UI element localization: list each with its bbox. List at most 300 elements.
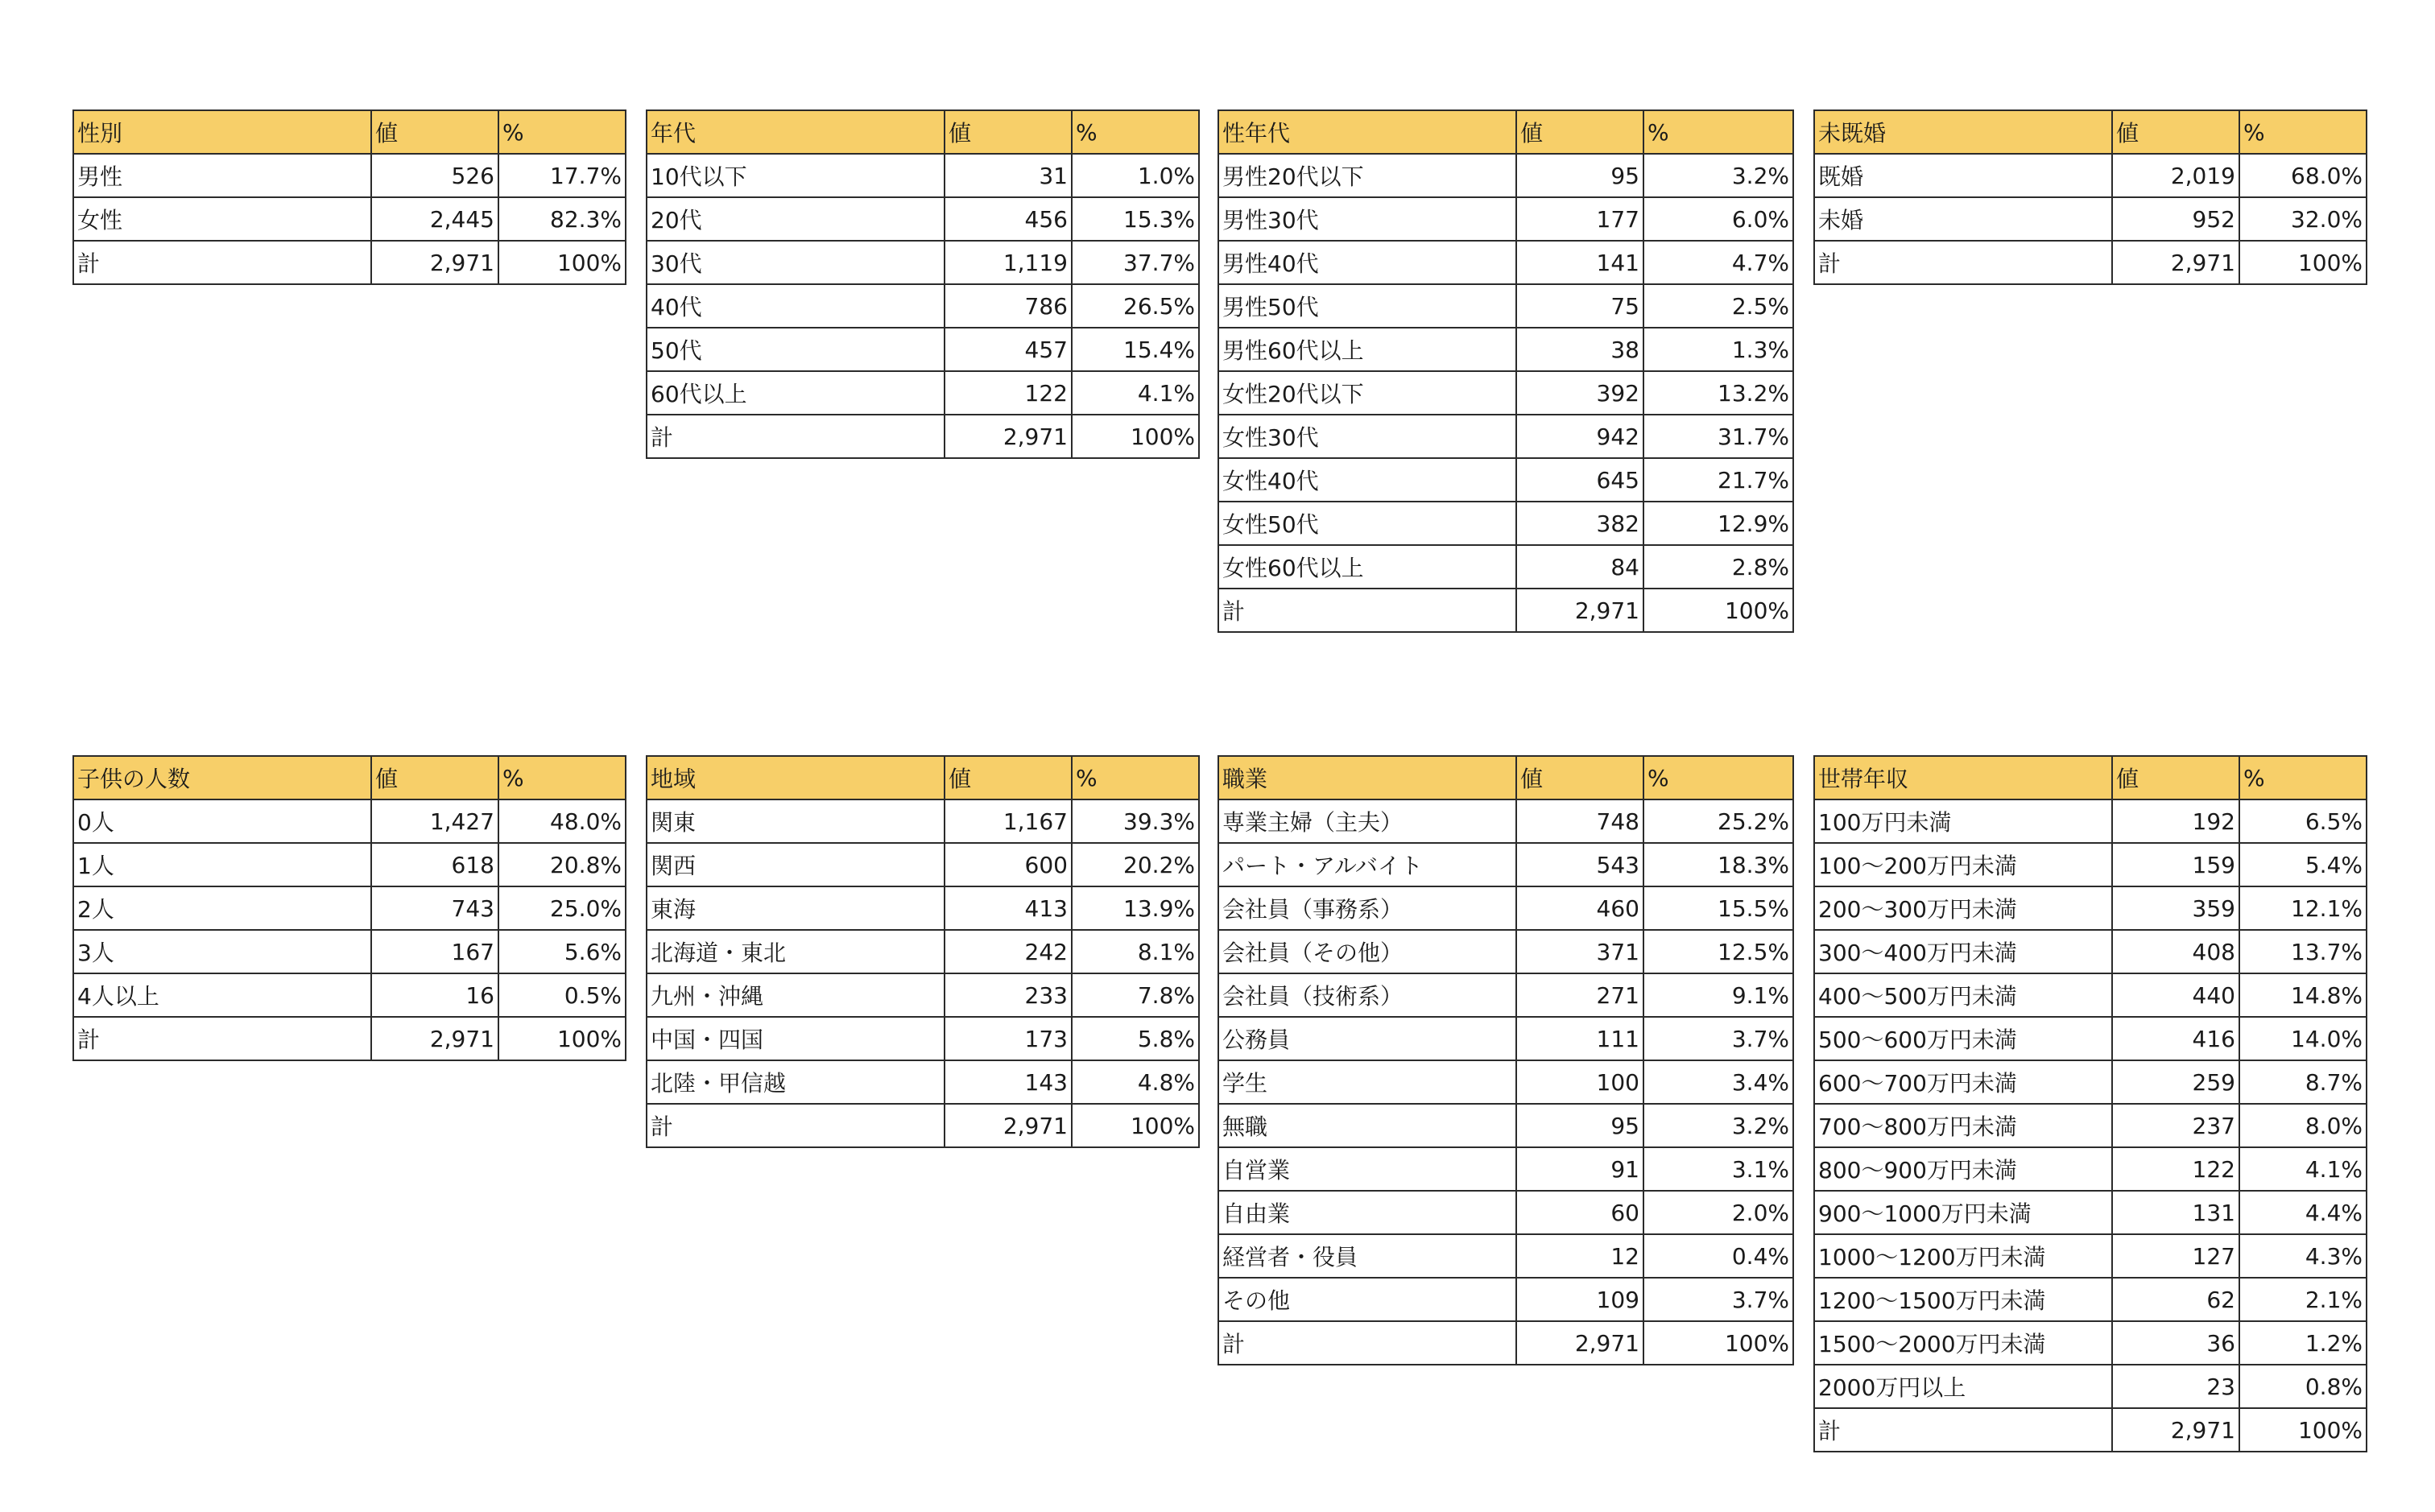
- cell-label: 男性40代: [1218, 241, 1516, 284]
- cell-label: 1500～2000万円未満: [1814, 1321, 2112, 1365]
- cell-value: 159: [2112, 843, 2239, 886]
- cell-label: 中国・四国: [647, 1017, 945, 1060]
- table-row: [1218, 1278, 1793, 1321]
- table-header-row: [1218, 110, 1793, 154]
- table-row: [1218, 1060, 1793, 1104]
- cell-value: 526: [371, 154, 498, 197]
- cell-value: 233: [945, 973, 1072, 1017]
- cell-value: 2,445: [371, 197, 498, 241]
- cell-label: 800～900万円未満: [1814, 1147, 2112, 1191]
- column-header-percent: %: [1072, 110, 1199, 154]
- cell-value: 645: [1516, 458, 1643, 502]
- table-row: [1218, 843, 1793, 886]
- cell-label: 女性40代: [1218, 458, 1516, 502]
- cell-label: パート・アルバイト: [1218, 843, 1516, 886]
- cell-value: 952: [2112, 197, 2239, 241]
- table-row: [1814, 1104, 2367, 1147]
- cell-value: 95: [1516, 154, 1643, 197]
- occupation-table: [1218, 755, 1794, 1365]
- cell-value: 2,971: [945, 415, 1072, 458]
- cell-value: 12: [1516, 1234, 1643, 1278]
- cell-label: 男性: [73, 154, 371, 197]
- table-row: [647, 154, 1199, 197]
- cell-percent: 3.7%: [1643, 1017, 1793, 1060]
- table-row: [1814, 886, 2367, 930]
- cell-label: 4人以上: [73, 973, 371, 1017]
- table-row: [73, 973, 626, 1017]
- table-row: [73, 1017, 626, 1060]
- column-header-value: 値: [371, 110, 498, 154]
- cell-label: 既婚: [1814, 154, 2112, 197]
- cell-label: 700～800万円未満: [1814, 1104, 2112, 1147]
- cell-value: 271: [1516, 973, 1643, 1017]
- cell-value: 192: [2112, 799, 2239, 843]
- cell-label: 3人: [73, 930, 371, 973]
- cell-label: 女性30代: [1218, 415, 1516, 458]
- cell-value: 2,019: [2112, 154, 2239, 197]
- column-header-value: 値: [2112, 756, 2239, 799]
- cell-percent: 20.8%: [498, 843, 626, 886]
- table-row: [1218, 545, 1793, 589]
- cell-value: 242: [945, 930, 1072, 973]
- cell-percent: 100%: [498, 1017, 626, 1060]
- cell-percent: 14.8%: [2239, 973, 2367, 1017]
- cell-value: 440: [2112, 973, 2239, 1017]
- cell-percent: 3.2%: [1643, 154, 1793, 197]
- cell-percent: 100%: [1643, 1321, 1793, 1365]
- table-row: [73, 154, 626, 197]
- table-row: [1218, 284, 1793, 328]
- table-row: [647, 328, 1199, 371]
- cell-label: 計: [1814, 1408, 2112, 1452]
- cell-percent: 3.2%: [1643, 1104, 1793, 1147]
- table-row: [1814, 1365, 2367, 1408]
- table-row: [647, 415, 1199, 458]
- cell-percent: 2.5%: [1643, 284, 1793, 328]
- table-row: [1814, 1278, 2367, 1321]
- table-header-row: [73, 110, 626, 154]
- table-row: [1218, 973, 1793, 1017]
- cell-value: 413: [945, 886, 1072, 930]
- cell-percent: 100%: [498, 241, 626, 284]
- cell-value: 2,971: [371, 241, 498, 284]
- cell-percent: 3.4%: [1643, 1060, 1793, 1104]
- cell-percent: 82.3%: [498, 197, 626, 241]
- table-row: [1218, 502, 1793, 545]
- cell-label: 会社員（事務系）: [1218, 886, 1516, 930]
- children-table: [72, 755, 626, 1061]
- cell-value: 371: [1516, 930, 1643, 973]
- cell-label: 30代: [647, 241, 945, 284]
- cell-percent: 0.5%: [498, 973, 626, 1017]
- cell-label: 計: [73, 1017, 371, 1060]
- cell-value: 60: [1516, 1191, 1643, 1234]
- cell-value: 1,427: [371, 799, 498, 843]
- cell-percent: 100%: [2239, 241, 2367, 284]
- cell-percent: 5.8%: [1072, 1017, 1199, 1060]
- cell-percent: 100%: [1643, 589, 1793, 632]
- column-header-percent: %: [498, 110, 626, 154]
- cell-label: 男性50代: [1218, 284, 1516, 328]
- table-row: [1814, 930, 2367, 973]
- cell-percent: 4.7%: [1643, 241, 1793, 284]
- table-row: [73, 843, 626, 886]
- table-row: [1814, 1017, 2367, 1060]
- cell-value: 84: [1516, 545, 1643, 589]
- cell-percent: 68.0%: [2239, 154, 2367, 197]
- cell-label: 九州・沖縄: [647, 973, 945, 1017]
- column-header-percent: %: [2239, 756, 2367, 799]
- cell-value: 1,167: [945, 799, 1072, 843]
- cell-label: 関東: [647, 799, 945, 843]
- cell-value: 942: [1516, 415, 1643, 458]
- table-row: [647, 241, 1199, 284]
- cell-percent: 4.3%: [2239, 1234, 2367, 1278]
- cell-label: 専業主婦（主夫）: [1218, 799, 1516, 843]
- cell-label: 北陸・甲信越: [647, 1060, 945, 1104]
- cell-value: 131: [2112, 1191, 2239, 1234]
- cell-value: 100: [1516, 1060, 1643, 1104]
- table-row: [1218, 1104, 1793, 1147]
- cell-value: 618: [371, 843, 498, 886]
- cell-percent: 12.5%: [1643, 930, 1793, 973]
- cell-label: 関西: [647, 843, 945, 886]
- cell-label: その他: [1218, 1278, 1516, 1321]
- column-header-label: 性年代: [1218, 110, 1516, 154]
- cell-label: 公務員: [1218, 1017, 1516, 1060]
- cell-label: 学生: [1218, 1060, 1516, 1104]
- table-row: [1218, 1321, 1793, 1365]
- cell-percent: 1.3%: [1643, 328, 1793, 371]
- gender-age-table: [1218, 109, 1794, 633]
- table-row: [1218, 197, 1793, 241]
- cell-percent: 21.7%: [1643, 458, 1793, 502]
- cell-percent: 6.5%: [2239, 799, 2367, 843]
- cell-label: 未婚: [1814, 197, 2112, 241]
- table-row: [1218, 154, 1793, 197]
- table-row: [1218, 1147, 1793, 1191]
- cell-percent: 7.8%: [1072, 973, 1199, 1017]
- table-row: [647, 197, 1199, 241]
- cell-value: 416: [2112, 1017, 2239, 1060]
- column-header-value: 値: [2112, 110, 2239, 154]
- column-header-percent: %: [1643, 756, 1793, 799]
- cell-percent: 8.0%: [2239, 1104, 2367, 1147]
- cell-percent: 8.1%: [1072, 930, 1199, 973]
- cell-label: 20代: [647, 197, 945, 241]
- cell-label: 900～1000万円未満: [1814, 1191, 2112, 1234]
- cell-label: 600～700万円未満: [1814, 1060, 2112, 1104]
- table-row: [1218, 886, 1793, 930]
- table-row: [1814, 154, 2367, 197]
- table-row: [1218, 458, 1793, 502]
- cell-value: 2,971: [2112, 241, 2239, 284]
- cell-label: 1200～1500万円未満: [1814, 1278, 2112, 1321]
- cell-value: 2,971: [1516, 589, 1643, 632]
- cell-percent: 8.7%: [2239, 1060, 2367, 1104]
- cell-percent: 100%: [1072, 415, 1199, 458]
- cell-value: 2,971: [2112, 1408, 2239, 1452]
- table-row: [73, 930, 626, 973]
- cell-percent: 18.3%: [1643, 843, 1793, 886]
- cell-value: 392: [1516, 371, 1643, 415]
- cell-percent: 48.0%: [498, 799, 626, 843]
- cell-label: 会社員（その他）: [1218, 930, 1516, 973]
- column-header-percent: %: [498, 756, 626, 799]
- cell-percent: 39.3%: [1072, 799, 1199, 843]
- table-row: [73, 886, 626, 930]
- cell-value: 127: [2112, 1234, 2239, 1278]
- cell-label: 自由業: [1218, 1191, 1516, 1234]
- column-header-label: 世帯年収: [1814, 756, 2112, 799]
- cell-label: 500～600万円未満: [1814, 1017, 2112, 1060]
- column-header-value: 値: [945, 110, 1072, 154]
- table-row: [647, 843, 1199, 886]
- table-row: [647, 371, 1199, 415]
- cell-percent: 4.4%: [2239, 1191, 2367, 1234]
- cell-percent: 17.7%: [498, 154, 626, 197]
- cell-label: 2人: [73, 886, 371, 930]
- table-row: [1814, 973, 2367, 1017]
- cell-percent: 5.6%: [498, 930, 626, 973]
- table-row: [73, 241, 626, 284]
- table-row: [1814, 799, 2367, 843]
- table-row: [1814, 1191, 2367, 1234]
- table-row: [647, 886, 1199, 930]
- cell-percent: 4.8%: [1072, 1060, 1199, 1104]
- cell-value: 2,971: [371, 1017, 498, 1060]
- cell-label: 0人: [73, 799, 371, 843]
- cell-percent: 13.7%: [2239, 930, 2367, 973]
- cell-value: 95: [1516, 1104, 1643, 1147]
- cell-label: 60代以上: [647, 371, 945, 415]
- table-row: [1218, 799, 1793, 843]
- table-header-row: [73, 756, 626, 799]
- table-header-row: [1814, 756, 2367, 799]
- table-row: [647, 284, 1199, 328]
- column-header-label: 地域: [647, 756, 945, 799]
- cell-label: 女性: [73, 197, 371, 241]
- cell-percent: 4.1%: [1072, 371, 1199, 415]
- cell-value: 31: [945, 154, 1072, 197]
- table-row: [1218, 1234, 1793, 1278]
- table-row: [1218, 1017, 1793, 1060]
- column-header-value: 値: [945, 756, 1072, 799]
- cell-percent: 3.1%: [1643, 1147, 1793, 1191]
- cell-value: 143: [945, 1060, 1072, 1104]
- cell-percent: 15.4%: [1072, 328, 1199, 371]
- cell-label: 100万円未満: [1814, 799, 2112, 843]
- cell-value: 109: [1516, 1278, 1643, 1321]
- table-row: [647, 930, 1199, 973]
- cell-value: 62: [2112, 1278, 2239, 1321]
- cell-value: 2,971: [1516, 1321, 1643, 1365]
- cell-value: 382: [1516, 502, 1643, 545]
- table-row: [1218, 371, 1793, 415]
- cell-value: 173: [945, 1017, 1072, 1060]
- column-header-label: 年代: [647, 110, 945, 154]
- table-row: [1218, 589, 1793, 632]
- cell-label: 100～200万円未満: [1814, 843, 2112, 886]
- cell-value: 111: [1516, 1017, 1643, 1060]
- table-header-row: [1218, 756, 1793, 799]
- table-row: [73, 197, 626, 241]
- table-row: [1814, 1321, 2367, 1365]
- column-header-percent: %: [1072, 756, 1199, 799]
- cell-value: 16: [371, 973, 498, 1017]
- table-row: [1814, 1060, 2367, 1104]
- cell-label: 女性60代以上: [1218, 545, 1516, 589]
- column-header-percent: %: [2239, 110, 2367, 154]
- marital-table: [1813, 109, 2367, 285]
- cell-value: 91: [1516, 1147, 1643, 1191]
- table-row: [1218, 328, 1793, 371]
- cell-percent: 2.0%: [1643, 1191, 1793, 1234]
- cell-percent: 26.5%: [1072, 284, 1199, 328]
- cell-percent: 100%: [1072, 1104, 1199, 1147]
- cell-value: 543: [1516, 843, 1643, 886]
- cell-value: 457: [945, 328, 1072, 371]
- cell-percent: 4.1%: [2239, 1147, 2367, 1191]
- table-row: [1218, 930, 1793, 973]
- cell-label: 計: [1814, 241, 2112, 284]
- cell-value: 600: [945, 843, 1072, 886]
- table-row: [1814, 843, 2367, 886]
- cell-percent: 1.2%: [2239, 1321, 2367, 1365]
- cell-label: 300～400万円未満: [1814, 930, 2112, 973]
- age-table: [646, 109, 1200, 459]
- table-row: [1814, 241, 2367, 284]
- table-header-row: [647, 110, 1199, 154]
- cell-value: 75: [1516, 284, 1643, 328]
- cell-label: 女性50代: [1218, 502, 1516, 545]
- column-header-label: 子供の人数: [73, 756, 371, 799]
- cell-percent: 12.9%: [1643, 502, 1793, 545]
- table-header-row: [1814, 110, 2367, 154]
- cell-value: 1,119: [945, 241, 1072, 284]
- cell-value: 122: [945, 371, 1072, 415]
- table-row: [1814, 1408, 2367, 1452]
- cell-percent: 5.4%: [2239, 843, 2367, 886]
- cell-percent: 15.5%: [1643, 886, 1793, 930]
- cell-percent: 12.1%: [2239, 886, 2367, 930]
- cell-label: 計: [1218, 589, 1516, 632]
- column-header-label: 性別: [73, 110, 371, 154]
- cell-label: 経営者・役員: [1218, 1234, 1516, 1278]
- cell-value: 359: [2112, 886, 2239, 930]
- region-table: [646, 755, 1200, 1148]
- cell-percent: 32.0%: [2239, 197, 2367, 241]
- cell-label: 400～500万円未満: [1814, 973, 2112, 1017]
- table-header-row: [647, 756, 1199, 799]
- cell-value: 141: [1516, 241, 1643, 284]
- cell-value: 456: [945, 197, 1072, 241]
- cell-percent: 13.2%: [1643, 371, 1793, 415]
- cell-percent: 0.8%: [2239, 1365, 2367, 1408]
- table-row: [1218, 1191, 1793, 1234]
- cell-percent: 0.4%: [1643, 1234, 1793, 1278]
- cell-label: 1人: [73, 843, 371, 886]
- cell-label: 自営業: [1218, 1147, 1516, 1191]
- cell-value: 167: [371, 930, 498, 973]
- gender-table: [72, 109, 626, 285]
- cell-label: 計: [73, 241, 371, 284]
- cell-percent: 31.7%: [1643, 415, 1793, 458]
- table-row: [647, 1104, 1199, 1147]
- cell-label: 会社員（技術系）: [1218, 973, 1516, 1017]
- table-row: [1814, 1147, 2367, 1191]
- table-row: [647, 799, 1199, 843]
- cell-label: 2000万円以上: [1814, 1365, 2112, 1408]
- table-row: [647, 1017, 1199, 1060]
- cell-value: 408: [2112, 930, 2239, 973]
- cell-label: 計: [1218, 1321, 1516, 1365]
- column-header-label: 職業: [1218, 756, 1516, 799]
- column-header-value: 値: [1516, 110, 1643, 154]
- cell-value: 122: [2112, 1147, 2239, 1191]
- column-header-label: 未既婚: [1814, 110, 2112, 154]
- cell-percent: 25.0%: [498, 886, 626, 930]
- cell-value: 36: [2112, 1321, 2239, 1365]
- table-row: [647, 973, 1199, 1017]
- cell-value: 237: [2112, 1104, 2239, 1147]
- cell-percent: 2.1%: [2239, 1278, 2367, 1321]
- cell-percent: 6.0%: [1643, 197, 1793, 241]
- cell-value: 2,971: [945, 1104, 1072, 1147]
- cell-percent: 20.2%: [1072, 843, 1199, 886]
- table-row: [1218, 415, 1793, 458]
- cell-label: 40代: [647, 284, 945, 328]
- cell-percent: 2.8%: [1643, 545, 1793, 589]
- cell-label: 計: [647, 1104, 945, 1147]
- cell-label: 男性60代以上: [1218, 328, 1516, 371]
- cell-value: 786: [945, 284, 1072, 328]
- cell-value: 177: [1516, 197, 1643, 241]
- cell-label: 無職: [1218, 1104, 1516, 1147]
- table-row: [647, 1060, 1199, 1104]
- cell-label: 男性30代: [1218, 197, 1516, 241]
- cell-value: 38: [1516, 328, 1643, 371]
- cell-label: 東海: [647, 886, 945, 930]
- cell-label: 男性20代以下: [1218, 154, 1516, 197]
- column-header-percent: %: [1643, 110, 1793, 154]
- column-header-value: 値: [371, 756, 498, 799]
- cell-percent: 100%: [2239, 1408, 2367, 1452]
- cell-percent: 1.0%: [1072, 154, 1199, 197]
- cell-percent: 13.9%: [1072, 886, 1199, 930]
- cell-percent: 14.0%: [2239, 1017, 2367, 1060]
- cell-value: 460: [1516, 886, 1643, 930]
- table-row: [1218, 241, 1793, 284]
- cell-percent: 37.7%: [1072, 241, 1199, 284]
- cell-value: 748: [1516, 799, 1643, 843]
- cell-value: 259: [2112, 1060, 2239, 1104]
- cell-percent: 3.7%: [1643, 1278, 1793, 1321]
- cell-percent: 9.1%: [1643, 973, 1793, 1017]
- income-table: [1813, 755, 2367, 1452]
- cell-label: 50代: [647, 328, 945, 371]
- cell-value: 743: [371, 886, 498, 930]
- cell-percent: 25.2%: [1643, 799, 1793, 843]
- table-row: [1814, 1234, 2367, 1278]
- cell-value: 23: [2112, 1365, 2239, 1408]
- cell-label: 200～300万円未満: [1814, 886, 2112, 930]
- cell-label: 女性20代以下: [1218, 371, 1516, 415]
- cell-label: 1000～1200万円未満: [1814, 1234, 2112, 1278]
- table-row: [1814, 197, 2367, 241]
- cell-label: 北海道・東北: [647, 930, 945, 973]
- column-header-value: 値: [1516, 756, 1643, 799]
